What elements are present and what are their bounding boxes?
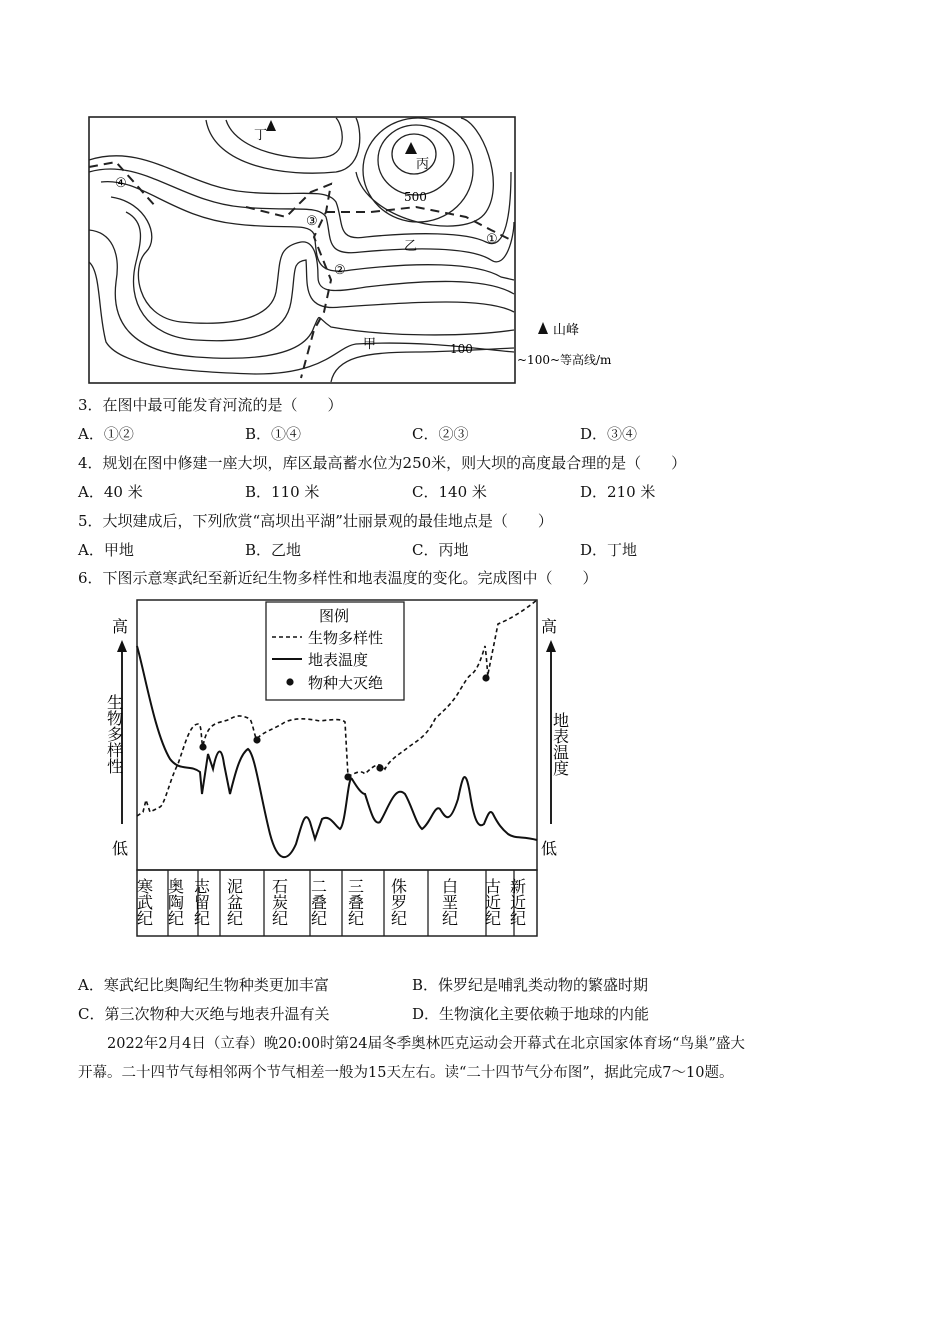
q5-option-b[interactable]: B．乙地 xyxy=(245,541,302,559)
passage-line-2: 开幕。二十四节气每相邻两个节气相差一般为15天左右。读“二十四节气分布图”，据此完成7～10题。 xyxy=(78,1065,734,1081)
left-axis-high: 高 xyxy=(112,617,129,636)
peak-ding-icon xyxy=(266,120,276,131)
right-axis-high: 高 xyxy=(541,617,558,636)
right-axis-label: 地表温度 xyxy=(550,712,570,776)
q6-option-a[interactable]: A．寒武纪比奥陶纪生物种类更加丰富 xyxy=(78,976,329,994)
marker-3: ③ xyxy=(306,214,318,229)
q6-option-d[interactable]: D．生物演化主要依赖于地球的内能 xyxy=(412,1005,650,1023)
period-permian: 二叠纪 xyxy=(308,878,328,926)
period-neogene: 新近纪 xyxy=(507,878,527,926)
period-cambrian: 寒武纪 xyxy=(134,878,154,926)
period-devonian: 泥盆纪 xyxy=(224,878,244,926)
label-500: 500 xyxy=(404,190,427,204)
question-3-stem: 3．在图中最可能发育河流的是（ ） xyxy=(78,396,343,414)
marker-2: ② xyxy=(334,263,346,278)
q4-option-c[interactable]: C．140 米 xyxy=(412,483,487,501)
period-triassic: 三叠纪 xyxy=(345,878,365,926)
q4-option-d[interactable]: D．210 米 xyxy=(580,483,656,501)
legend-contour: ~100~等高线/m xyxy=(517,353,612,367)
q5-option-d[interactable]: D．丁地 xyxy=(580,541,638,559)
question-4-stem: 4．规划在图中修建一座大坝，库区最高蓄水位为250米，则大坝的高度最合理的是（ ） xyxy=(78,454,687,472)
question-6-stem: 6．下图示意寒武纪至新近纪生物多样性和地表温度的变化。完成图中（ ） xyxy=(78,569,598,587)
period-jurassic: 侏罗纪 xyxy=(388,878,408,926)
q5-option-a[interactable]: A．甲地 xyxy=(78,541,134,559)
q4-option-b[interactable]: B．110 米 xyxy=(245,483,320,501)
label-100: 100 xyxy=(450,342,473,356)
extinction-dot-1 xyxy=(199,743,206,750)
period-cretaceous: 白垩纪 xyxy=(439,878,459,926)
extinction-dot-2 xyxy=(253,736,260,743)
left-axis-low: 低 xyxy=(112,839,129,858)
period-ordovician: 奥陶纪 xyxy=(165,878,185,926)
q3-option-d[interactable]: D．③④ xyxy=(580,425,638,443)
marker-1: ① xyxy=(486,232,498,247)
legend-peak: 山峰 xyxy=(553,323,580,338)
marker-4: ④ xyxy=(115,176,127,191)
extinction-dot-5 xyxy=(482,674,489,681)
legend-temperature: 地表温度 xyxy=(308,651,369,669)
legend-extinction: 物种大灭绝 xyxy=(308,674,384,692)
period-silurian: 志留纪 xyxy=(191,878,211,926)
question-5-stem: 5．大坝建成后，下列欣赏“高坝出平湖”壮丽景观的最佳地点是（ ） xyxy=(78,512,553,530)
extinction-dot-4 xyxy=(376,764,383,771)
peak-bing-icon xyxy=(405,142,417,154)
left-axis-label: 生物多样性 xyxy=(104,694,124,774)
q6-option-c[interactable]: C．第三次物种大灭绝与地表升温有关 xyxy=(78,1005,330,1023)
q3-option-a[interactable]: A．①② xyxy=(78,425,134,443)
q5-option-c[interactable]: C．丙地 xyxy=(412,541,469,559)
extinction-dot-3 xyxy=(344,773,351,780)
evolution-chart xyxy=(90,594,580,944)
q3-option-b[interactable]: B．①④ xyxy=(245,425,302,443)
right-axis-low: 低 xyxy=(541,839,558,858)
q6-option-b[interactable]: B．侏罗纪是哺乳类动物的繁盛时期 xyxy=(412,976,649,994)
period-paleogene: 古近纪 xyxy=(482,878,502,926)
label-jia: 甲 xyxy=(363,337,377,352)
q3-option-c[interactable]: C．②③ xyxy=(412,425,469,443)
legend-title: 图例 xyxy=(319,607,350,625)
label-bing: 丙 xyxy=(416,157,430,172)
legend-biodiversity: 生物多样性 xyxy=(308,629,384,647)
period-carboniferous: 石炭纪 xyxy=(269,878,289,926)
passage-line-1: 2022年2月4日（立春）晚20:00时第24届冬季奥林匹克运动会开幕式在北京国家体育场“鸟巢”盛大 xyxy=(107,1036,745,1052)
legend-peak-icon xyxy=(538,322,548,334)
contour-map xyxy=(86,112,626,384)
label-yi: 乙 xyxy=(404,239,418,254)
q4-option-a[interactable]: A．40 米 xyxy=(78,483,143,501)
label-ding: 丁 xyxy=(254,128,268,143)
